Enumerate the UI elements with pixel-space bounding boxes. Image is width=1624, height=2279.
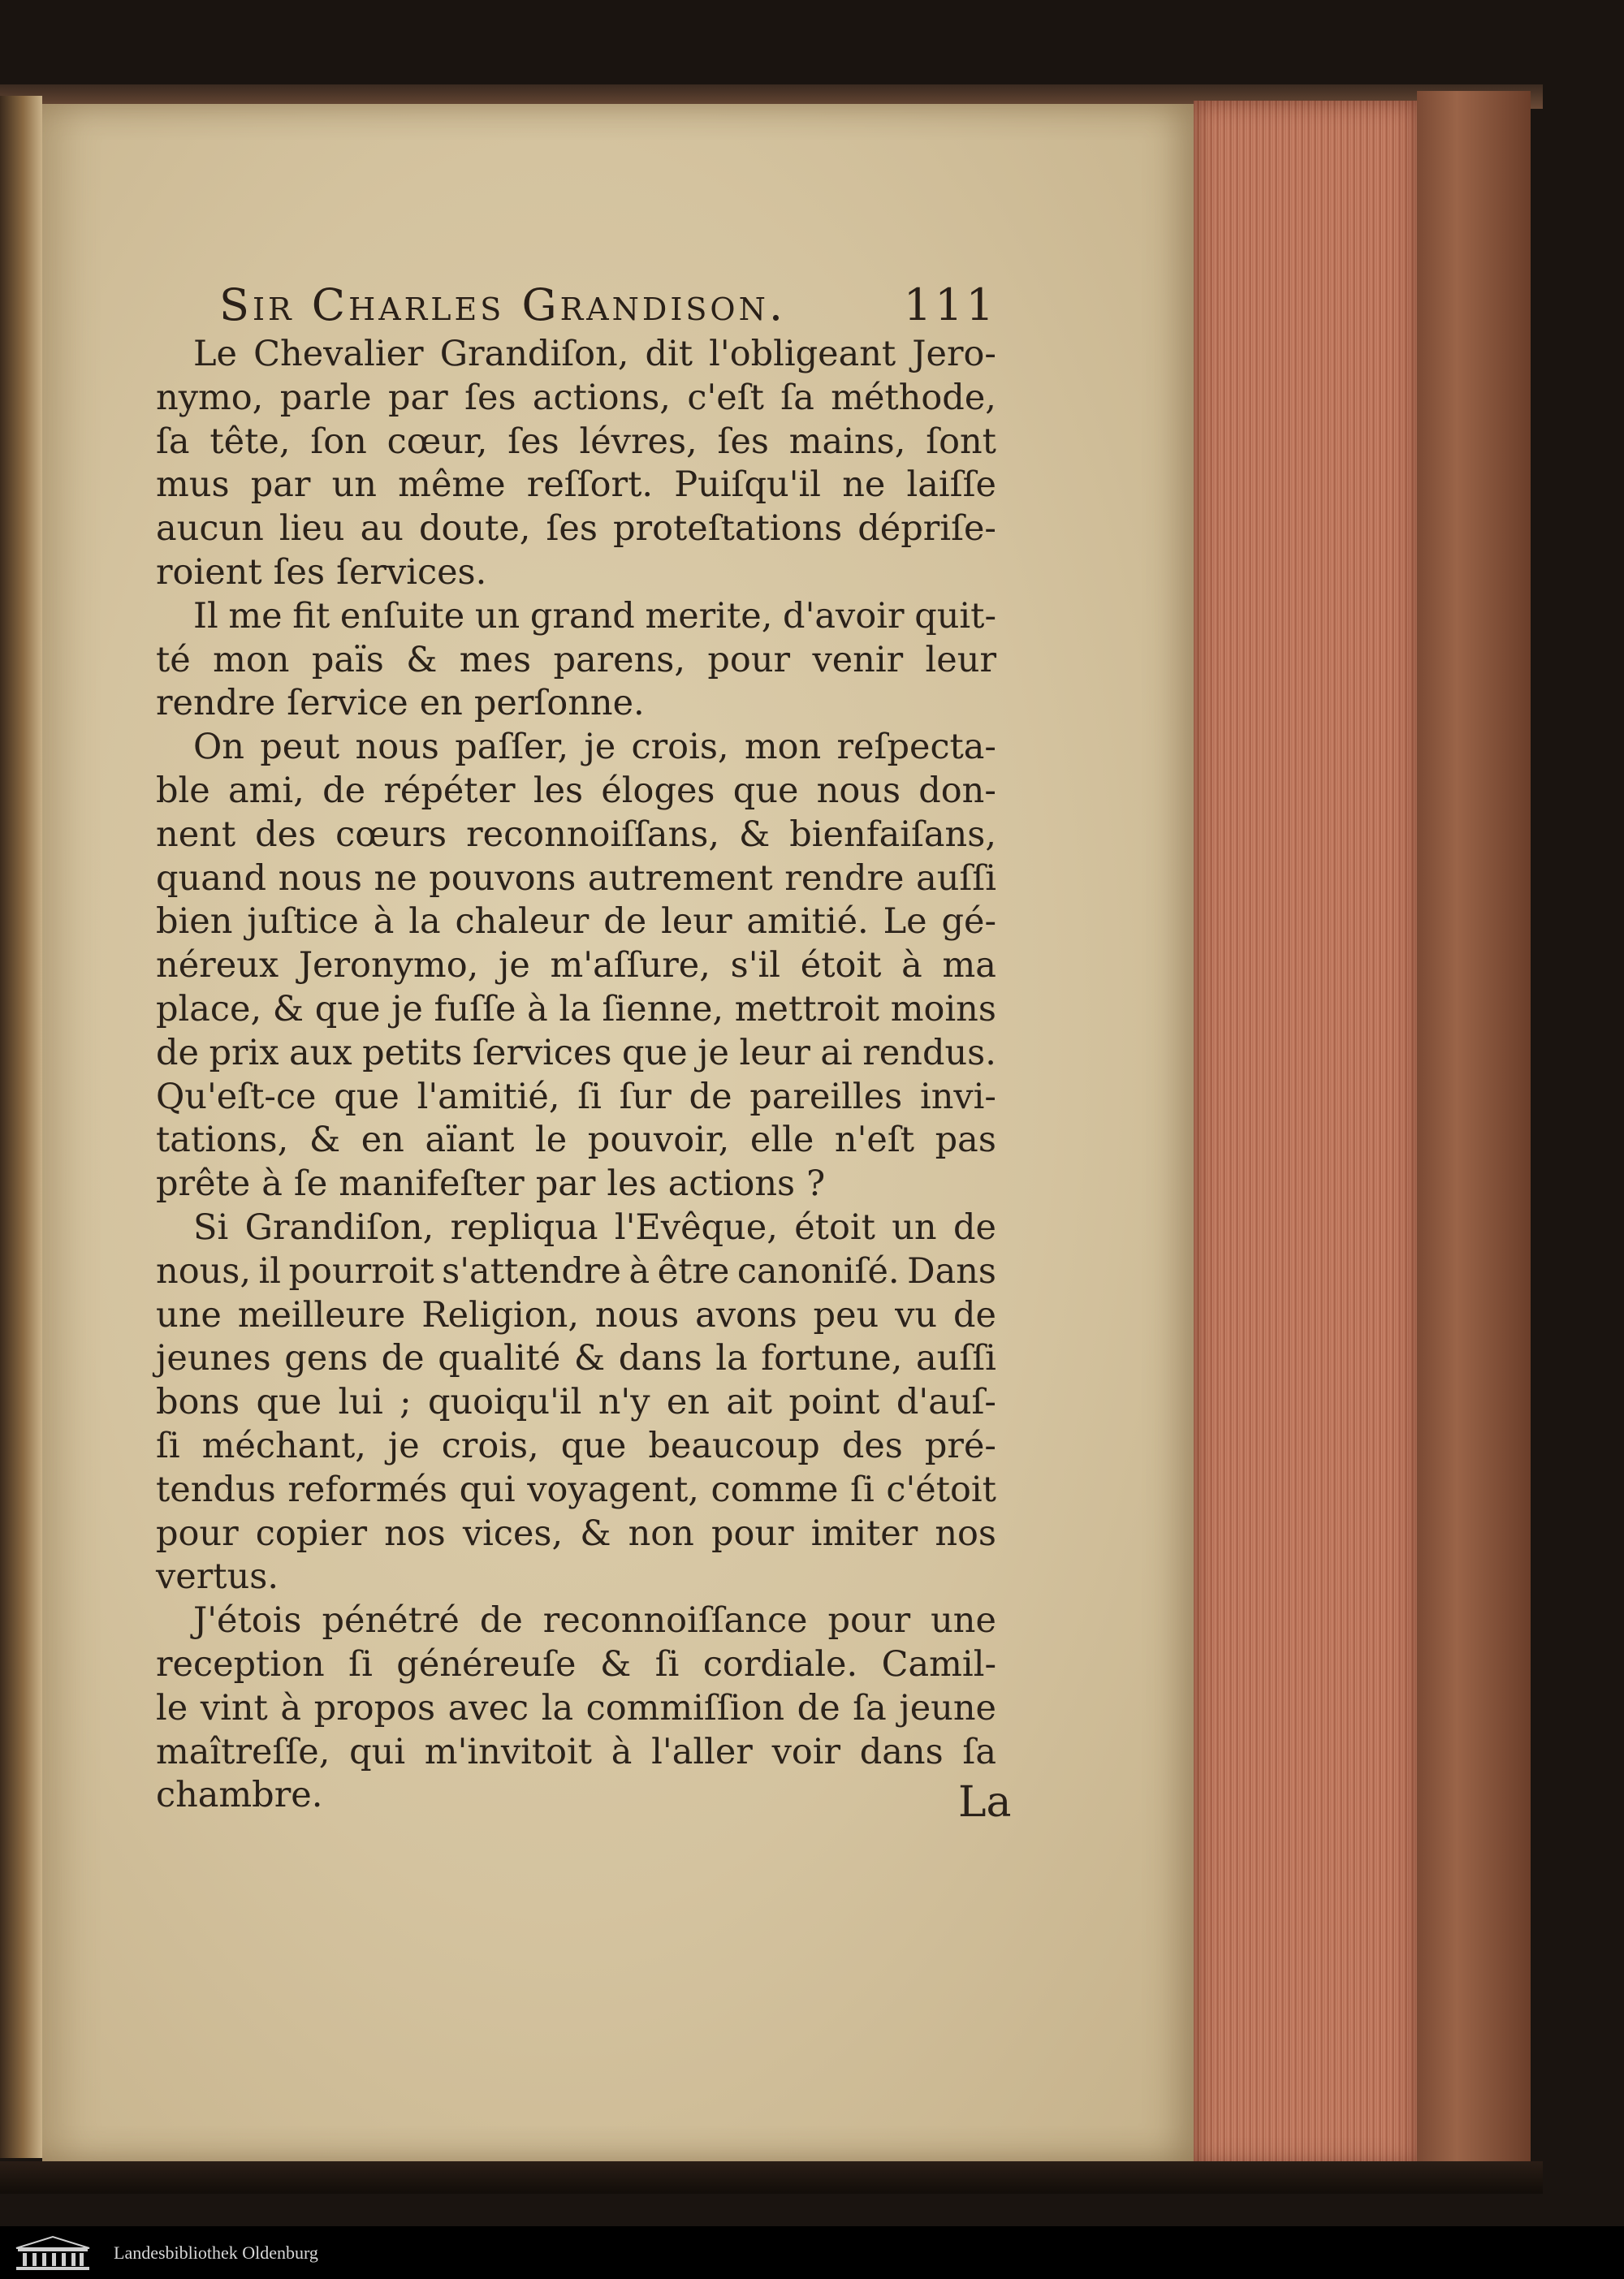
text-line: pour copier nos vices, & non pour imiter nos: [156, 1513, 996, 1554]
institution-name: Landesbibliothek Oldenburg: [114, 2242, 318, 2263]
text-line: bien juſtice à la chaleur de leur amitié. Le gé-: [156, 901, 996, 943]
left-page-edge: [0, 96, 42, 2158]
text-line: On peut nous paſſer, je crois, mon reſpecta-: [193, 727, 996, 768]
text-line: maîtreſſe, qui m'invitoit à l'aller voir dans ſa: [156, 1731, 996, 1772]
binding-board: [1417, 91, 1531, 2169]
text-line: de prix aux petits ſervices que je leur ai rendus.: [156, 1032, 996, 1073]
text-line: ſa tête, ſon cœur, ſes lévres, ſes mains, ſont: [156, 421, 996, 462]
binding-bottom-edge: [0, 2161, 1543, 2194]
text-line: vertus.: [156, 1556, 279, 1598]
text-line: jeunes gens de qualité & dans la fortune, auſſi: [156, 1338, 996, 1379]
text-line: ble ami, de répéter les éloges que nous don-: [156, 770, 996, 811]
footer-bar: [0, 2226, 1624, 2279]
text-line: roient ſes ſervices.: [156, 551, 487, 593]
text-line: nous, il pourroit s'attendre à être canoniſé. Dans: [156, 1250, 996, 1292]
text-line: aucun lieu au doute, ſes proteſtations dépriſe-: [156, 508, 996, 550]
text-line: Si Grandiſon, repliqua l'Evêque, étoit un de: [193, 1206, 996, 1248]
text-line: chambre.: [156, 1775, 323, 1816]
text-line: le vint à propos avec la commiſſion de ſa jeune: [156, 1687, 996, 1729]
text-line: quand nous ne pouvons autrement rendre auſſi: [156, 857, 996, 899]
page-number: 111: [903, 278, 997, 330]
running-head: [153, 272, 997, 337]
text-line: une meilleure Religion, nous avons peu vu de: [156, 1294, 996, 1336]
text-line: rendre ſervice en perſonne.: [156, 683, 645, 724]
text-line: reception ſi généreuſe & ſi cordiale. Camil-: [156, 1643, 996, 1685]
text-line: J'étois pénétré de reconnoiſſance pour une: [193, 1600, 996, 1642]
text-line: Qu'eſt-ce que l'amitié, ſi ſur de pareilles invi-: [156, 1076, 996, 1117]
text-line: place, & que je fuſſe à la ſienne, mettroit moins: [156, 988, 996, 1029]
text-line: tations, & en aïant le pouvoir, elle n'eſt pas: [156, 1120, 996, 1161]
text-line: nent des cœurs reconnoiſſans, & bienfaiſans,: [156, 814, 996, 855]
body-text: [156, 333, 996, 1818]
text-line: tendus reformés qui voyagent, comme ſi c'étoit: [156, 1469, 996, 1510]
library-building-icon: [8, 2234, 97, 2273]
text-line: Il me fit enſuite un grand merite, d'avoir quit-: [193, 595, 996, 637]
catchword: La: [958, 1778, 1012, 1827]
text-line: té mon païs & mes parens, pour venir leur: [156, 639, 996, 680]
text-line: prête à ſe manifeſter par les actions ?: [156, 1163, 826, 1205]
text-line: néreux Jeronymo, je m'aſſure, s'il étoit à ma: [156, 945, 996, 986]
running-title: Sir Charles Grandison.: [219, 278, 786, 330]
text-line: ſi méchant, je crois, que beaucoup des pré-: [156, 1425, 996, 1466]
text-line: Le Chevalier Grandiſon, dit l'obligeant Jero-: [193, 334, 996, 374]
text-line: mus par un même reſſort. Puiſqu'il ne laiſſe: [156, 464, 996, 506]
text-line: nymo, parle par ſes actions, c'eſt ſa méthode,: [156, 377, 996, 418]
page-fore-edge: [1194, 101, 1417, 2167]
text-line: bons que lui ; quoiqu'il n'y en ait point d'auſ-: [156, 1382, 996, 1423]
